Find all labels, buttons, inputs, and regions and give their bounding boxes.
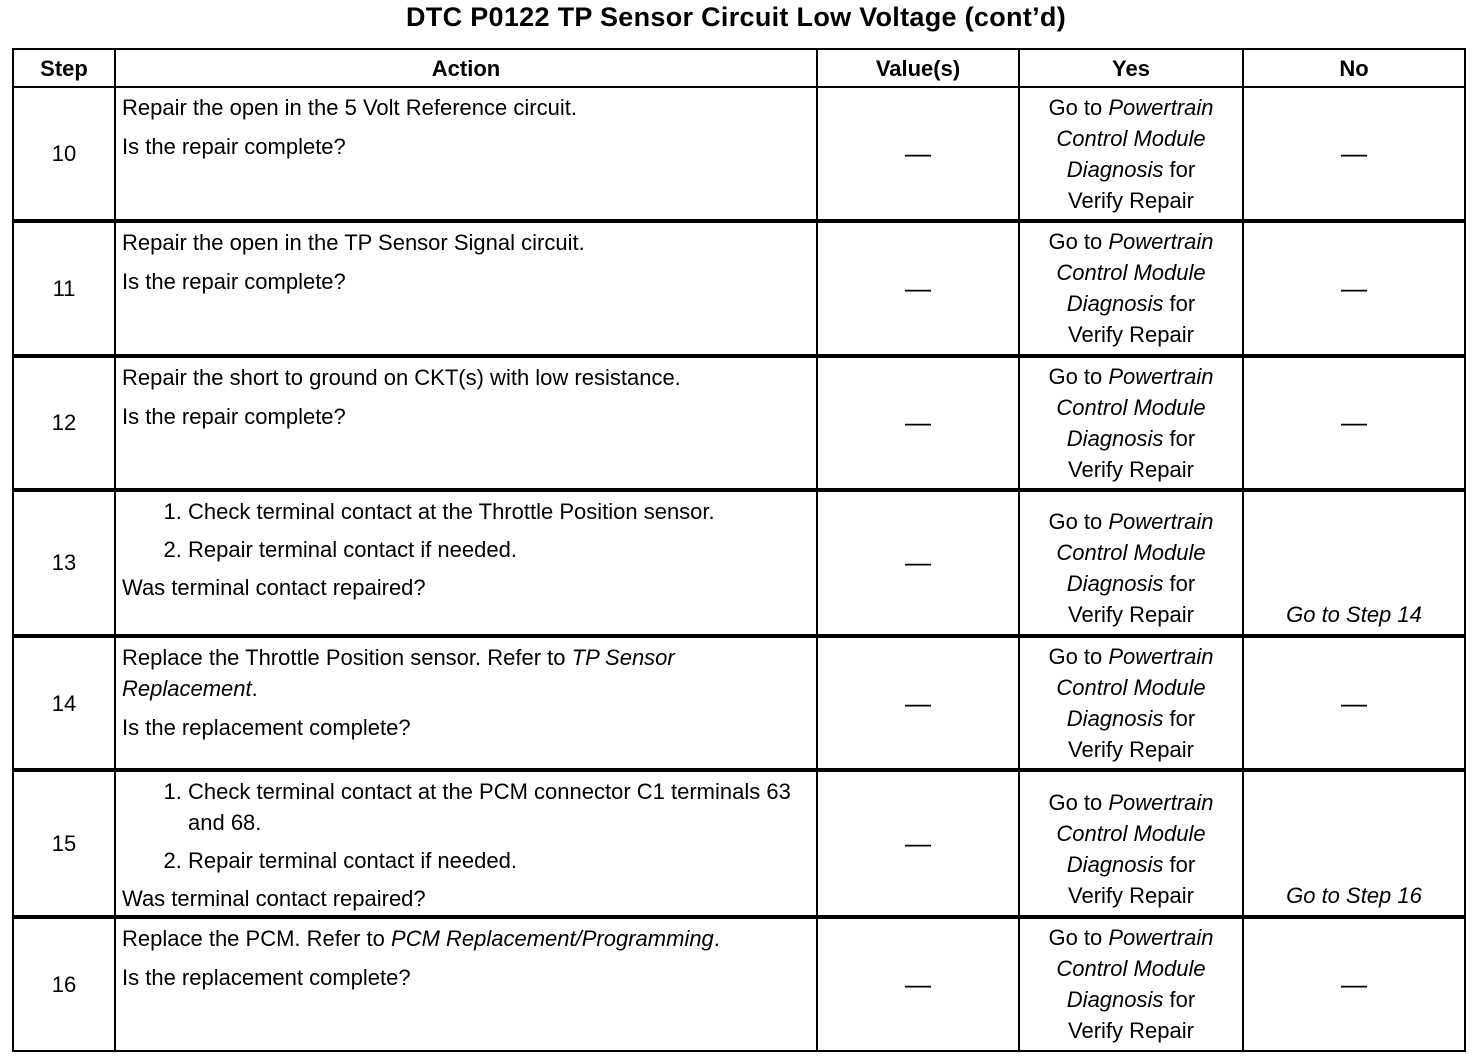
action-cell <box>115 490 817 636</box>
value-cell: — <box>817 636 1019 770</box>
header-no: No <box>1243 49 1465 87</box>
action-text: Replace the Throttle Position sensor. Refer to TP Sensor Replacement. <box>122 645 675 702</box>
no-cell: — <box>1243 636 1465 770</box>
action-steps-list <box>122 496 810 565</box>
action-step-item: 2. Repair terminal contact if needed. <box>188 845 810 876</box>
no-cell: — <box>1243 356 1465 490</box>
no-cell: — <box>1243 917 1465 1051</box>
step-number: 11 <box>13 221 115 355</box>
no-cell: Go to Step 16 <box>1243 770 1465 916</box>
yes-cell: Go to Powertrain Control Module Diagnosis for Verify Repair <box>1019 87 1243 221</box>
action-text: Replace the PCM. Refer to PCM Replacement/Programming. <box>122 925 720 951</box>
yes-cell: Go to Powertrain Control Module Diagnosis for Verify Repair <box>1019 770 1243 916</box>
header-yes: Yes <box>1019 49 1243 87</box>
value-cell: — <box>817 221 1019 355</box>
action-cell <box>115 356 817 490</box>
page-title: DTC P0122 TP Sensor Circuit Low Voltage (cont’d) <box>406 2 1066 32</box>
step-number: 13 <box>13 490 115 636</box>
step-number: 10 <box>13 87 115 221</box>
action-question: Is the repair complete? <box>122 269 346 295</box>
table-row <box>13 917 1465 1051</box>
action-step-item: 2. Repair terminal contact if needed. <box>188 534 810 565</box>
action-question: Was terminal contact repaired? <box>122 574 426 600</box>
yes-cell: Go to Powertrain Control Module Diagnosis for Verify Repair <box>1019 917 1243 1051</box>
header-action: Action <box>115 49 817 87</box>
action-cell <box>115 221 817 355</box>
action-question: Is the replacement complete? <box>122 715 411 741</box>
action-question: Is the repair complete? <box>122 134 346 159</box>
no-cell: — <box>1243 87 1465 221</box>
yes-cell: Go to Powertrain Control Module Diagnosis for Verify Repair <box>1019 356 1243 490</box>
value-cell: — <box>817 87 1019 221</box>
yes-cell: Go to Powertrain Control Module Diagnosis for Verify Repair <box>1019 490 1243 636</box>
value-cell: — <box>817 770 1019 916</box>
action-cell <box>115 770 817 916</box>
action-steps-list <box>122 776 810 876</box>
value-cell: — <box>817 356 1019 490</box>
step-number: 12 <box>13 356 115 490</box>
action-text: Repair the short to ground on CKT(s) with low resistance. <box>122 364 681 390</box>
value-cell: — <box>817 490 1019 636</box>
step-number: 14 <box>13 636 115 770</box>
action-text: Repair the open in the TP Sensor Signal circuit. <box>122 230 585 256</box>
action-question: Is the replacement complete? <box>122 964 411 990</box>
action-question: Was terminal contact repaired? <box>122 886 426 912</box>
value-cell: — <box>817 917 1019 1051</box>
header-values: Value(s) <box>817 49 1019 87</box>
header-step: Step <box>13 49 115 87</box>
yes-cell: Go to Powertrain Control Module Diagnosis for Verify Repair <box>1019 221 1243 355</box>
table-row <box>13 87 1465 221</box>
table-row <box>13 356 1465 490</box>
table-row <box>13 490 1465 636</box>
table-row <box>13 221 1465 355</box>
table-row <box>13 770 1465 916</box>
table-header-row <box>13 49 1465 87</box>
action-text: Repair the open in the 5 Volt Reference circuit. <box>122 95 577 120</box>
action-cell <box>115 636 817 770</box>
no-cell: — <box>1243 221 1465 355</box>
diagnostic-table <box>12 48 1466 1052</box>
action-step-item: 1. Check terminal contact at the Throttle Position sensor. <box>188 496 810 527</box>
step-number: 16 <box>13 917 115 1051</box>
no-cell: Go to Step 14 <box>1243 490 1465 636</box>
action-cell <box>115 917 817 1051</box>
action-question: Is the repair complete? <box>122 403 346 429</box>
yes-cell: Go to Powertrain Control Module Diagnosis for Verify Repair <box>1019 636 1243 770</box>
table-row <box>13 636 1465 770</box>
step-number: 15 <box>13 770 115 916</box>
action-step-item: 1. Check terminal contact at the PCM connector C1 terminals 63 and 68. <box>188 776 810 838</box>
action-cell <box>115 87 817 221</box>
